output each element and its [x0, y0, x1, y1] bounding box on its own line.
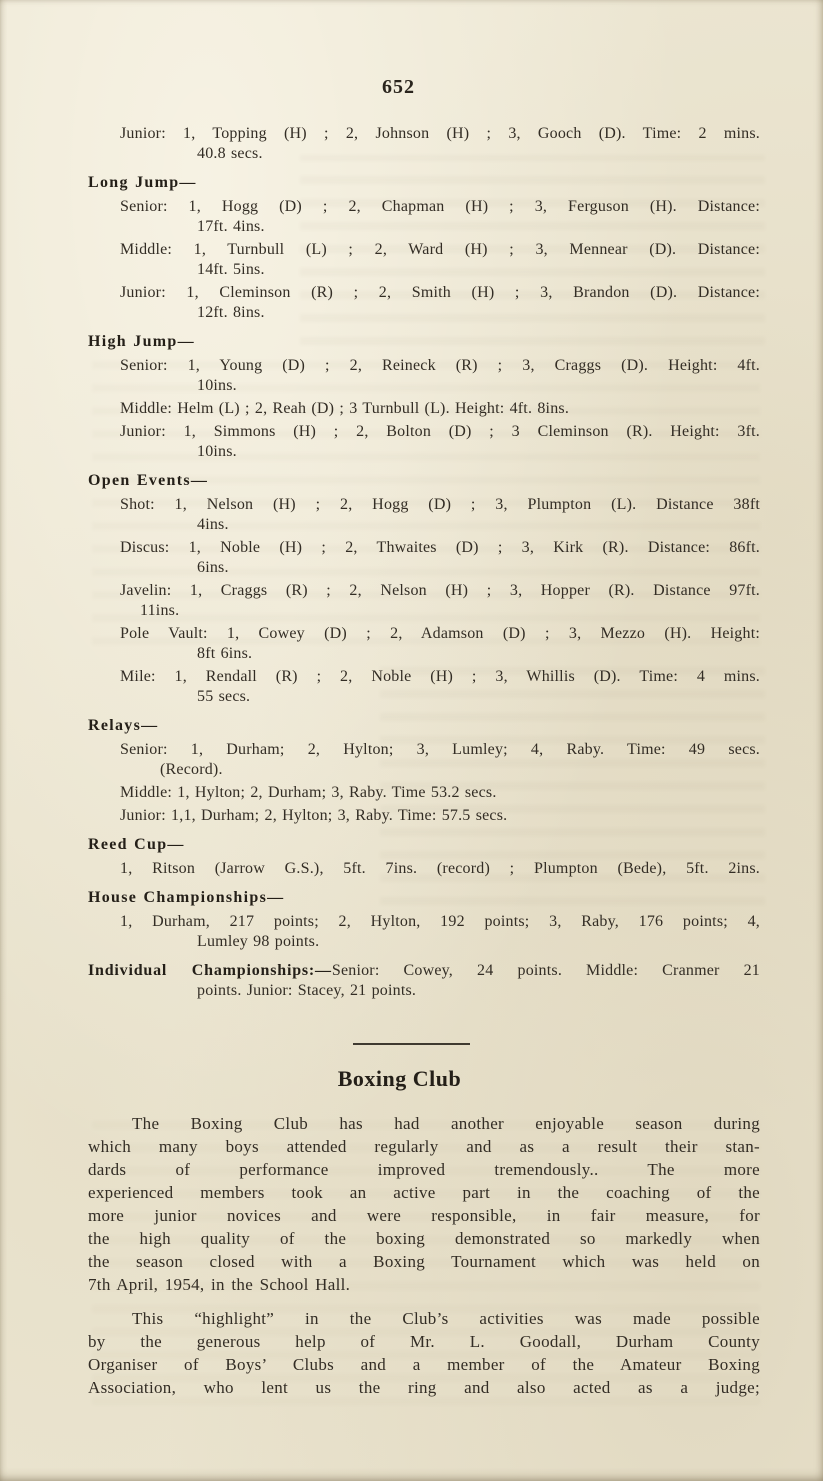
individual-championships-text: Senior: Cowey, 24 points. Middle: Cranmer 21 [331, 962, 760, 979]
result-line: 14ft. 5ins. [197, 261, 265, 278]
section-heading-open-events: Open Events— [88, 472, 209, 489]
paragraph-line: which many boys attended regularly and as a result their stan- [88, 1137, 760, 1156]
result-line: Shot: 1, Nelson (H) ; 2, Hogg (D) ; 3, Plumpton (L). Distance 38ft [120, 496, 760, 513]
result-line: 4ins. [197, 516, 229, 533]
result-line: 8ft 6ins. [197, 645, 253, 662]
result-line [88, 961, 760, 981]
result-line: Middle: Helm (L) ; 2, Reah (D) ; 3 Turnbull (L). Height: 4ft. 8ins. [120, 400, 570, 417]
section-heading-long-jump: Long Jump— [88, 174, 197, 191]
boxing-club-title: Boxing Club [337, 1066, 462, 1091]
result-entry [88, 667, 760, 707]
result-line: 12ft. 8ins. [197, 304, 265, 321]
paragraph-line: more junior novices and were responsible, in fair measure, for [88, 1206, 760, 1225]
result-line: Pole Vault: 1, Cowey (D) ; 2, Adamson (D) ; 3, Mezzo (H). Height: [120, 625, 760, 642]
paragraph-line: Organiser of Boys’ Clubs and a member of the Amateur Boxing [88, 1355, 760, 1374]
result-line: Middle: 1, Hylton; 2, Durham; 3, Raby. Time 53.2 secs. [120, 784, 497, 801]
result-entry [88, 399, 760, 419]
boxing-club-text [88, 1112, 760, 1410]
paragraph-line: experienced members took an active part in the coaching of the [88, 1183, 760, 1202]
boxing-paragraph [88, 1307, 760, 1399]
result-entry [88, 783, 760, 803]
paragraph-line: Association, who lent us the ring and also acted as a judge; [88, 1378, 760, 1397]
result-line: 1, Durham, 217 points; 2, Hylton, 192 points; 3, Raby, 176 points; 4, [120, 913, 760, 930]
individual-championships-entry [88, 961, 760, 1001]
paragraph-line: dards of performance improved tremendously.. The more [88, 1160, 760, 1179]
section-heading-high-jump: High Jump— [88, 333, 195, 350]
result-line: Junior: 1, Cleminson (R) ; 2, Smith (H) ; 3, Brandon (D). Distance: [120, 284, 760, 301]
individual-championships-label: Individual Championships:— [88, 962, 332, 979]
result-line: 1, Ritson (Jarrow G.S.), 5ft. 7ins. (record) ; Plumpton (Bede), 5ft. 2ins. [120, 860, 760, 877]
section-divider [353, 1043, 470, 1045]
result-entry [88, 581, 760, 621]
result-line: Junior: 1, Topping (H) ; 2, Johnson (H) ; 3, Gooch (D). Time: 2 mins. [120, 125, 760, 142]
result-line: 55 secs. [197, 688, 251, 705]
result-entry [88, 124, 760, 164]
result-entry [88, 240, 760, 280]
result-entry [88, 740, 760, 780]
result-line: Senior: 1, Young (D) ; 2, Reineck (R) ; 3, Craggs (D). Height: 4ft. [120, 357, 760, 374]
result-line: 6ins. [197, 559, 229, 576]
paragraph-line: the season closed with a Boxing Tournament which was held on [88, 1252, 760, 1271]
section-heading-reed-cup: Reed Cup— [88, 836, 185, 853]
result-line: points. Junior: Stacey, 21 points. [197, 982, 417, 999]
result-line: 17ft. 4ins. [197, 218, 265, 235]
section-heading-relays: Relays— [88, 717, 159, 734]
result-entry [88, 912, 760, 952]
paragraph-line: 7th April, 1954, in the School Hall. [88, 1275, 351, 1294]
result-line: Junior: 1, Simmons (H) ; 2, Bolton (D) ; 3 Cleminson (R). Height: 3ft. [120, 423, 760, 440]
paragraph-line: by the generous help of Mr. L. Goodall, Durham County [88, 1332, 760, 1351]
result-entry [88, 624, 760, 664]
section-heading-house-championships: House Championships— [88, 889, 285, 906]
paragraph-line: This “highlight” in the Club’s activities was made possible [132, 1309, 760, 1328]
paragraph-line: the high quality of the boxing demonstrated so markedly when [88, 1229, 760, 1248]
result-entry [88, 197, 760, 237]
athletics-results [88, 124, 760, 1004]
result-entry [88, 422, 760, 462]
boxing-paragraph [88, 1112, 760, 1296]
result-line: 10ins. [197, 377, 237, 394]
result-line: Javelin: 1, Craggs (R) ; 2, Nelson (H) ; 3, Hopper (R). Distance 97ft. [120, 582, 760, 599]
result-line: 40.8 secs. [197, 145, 263, 162]
result-line: 11ins. [140, 602, 180, 619]
result-line: Mile: 1, Rendall (R) ; 2, Noble (H) ; 3, Whillis (D). Time: 4 mins. [120, 668, 760, 685]
result-line: 10ins. [197, 443, 237, 460]
result-line: Middle: 1, Turnbull (L) ; 2, Ward (H) ; 3, Mennear (D). Distance: [120, 241, 760, 258]
result-entry [88, 283, 760, 323]
page-number: 652 [382, 76, 415, 98]
result-line: Discus: 1, Noble (H) ; 2, Thwaites (D) ; 3, Kirk (R). Distance: 86ft. [120, 539, 760, 556]
result-entry [88, 806, 760, 826]
paragraph-line: The Boxing Club has had another enjoyable season during [132, 1114, 760, 1133]
result-line: (Record). [160, 761, 223, 778]
result-entry [88, 495, 760, 535]
result-line: Senior: 1, Hogg (D) ; 2, Chapman (H) ; 3, Ferguson (H). Distance: [120, 198, 760, 215]
result-line: Junior: 1,1, Durham; 2, Hylton; 3, Raby. Time: 57.5 secs. [120, 807, 508, 824]
result-entry [88, 859, 760, 879]
result-entry [88, 538, 760, 578]
result-line: Lumley 98 points. [197, 933, 320, 950]
result-line: Senior: 1, Durham; 2, Hylton; 3, Lumley; 4, Raby. Time: 49 secs. [120, 741, 760, 758]
result-entry [88, 356, 760, 396]
